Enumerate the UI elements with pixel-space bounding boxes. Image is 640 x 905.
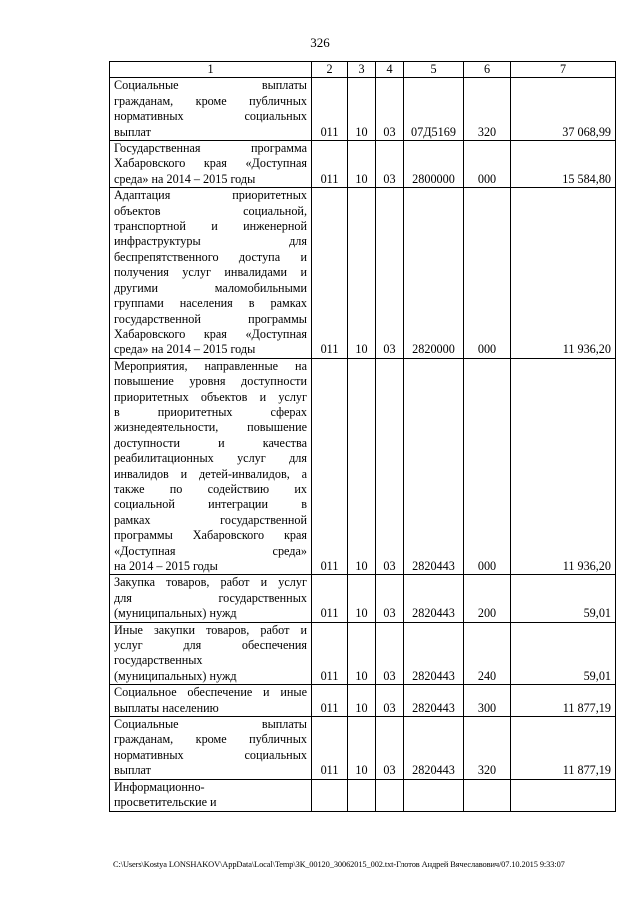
subsection-code-cell: 03 (376, 575, 404, 622)
row-name-cell (110, 779, 312, 811)
column-header: 2 (312, 62, 348, 78)
row-name-line: государственной программы (114, 311, 307, 326)
subsection-code-cell: 03 (376, 685, 404, 717)
row-name-line: жизнедеятельности, повышение (114, 420, 307, 435)
table-row (110, 622, 616, 685)
amount-cell (511, 779, 616, 811)
table-row (110, 141, 616, 188)
target-article-cell: 2800000 (404, 141, 464, 188)
row-name-line: инвалидов и детей-инвалидов, а (114, 466, 307, 481)
subsection-code-cell (376, 779, 404, 811)
row-name-line: Хабаровского края «Доступная (114, 156, 307, 171)
target-article-cell: 2820443 (404, 685, 464, 717)
section-code-cell: 10 (348, 685, 376, 717)
row-name-line: Социальное обеспечение и иные (114, 685, 307, 700)
subsection-code-cell: 03 (376, 622, 404, 685)
section-code-cell: 10 (348, 717, 376, 780)
row-name-line: инфраструктуры для (114, 234, 307, 249)
ministry-code-cell: 011 (312, 141, 348, 188)
row-name-line: Хабаровского края «Доступная (114, 326, 307, 341)
row-name-line: нормативных социальных (114, 109, 307, 124)
page-number: 326 (310, 35, 330, 50)
table-row (110, 779, 616, 811)
row-name-line: доступности и качества (114, 435, 307, 450)
table-row (110, 685, 616, 717)
target-article-cell (404, 779, 464, 811)
expense-type-cell: 320 (464, 717, 511, 780)
row-name-line: Государственная программа (114, 141, 307, 156)
row-name-cell (110, 575, 312, 622)
row-name-line: Социальные выплаты (114, 78, 307, 93)
expense-type-cell: 200 (464, 575, 511, 622)
row-name-cell (110, 78, 312, 141)
target-article-cell: 2820443 (404, 717, 464, 780)
ministry-code-cell: 011 (312, 188, 348, 358)
row-name-line: группами населения в рамках (114, 296, 307, 311)
row-name-line: социальной интеграции в (114, 497, 307, 512)
amount-cell: 37 068,99 (511, 78, 616, 141)
row-name-line: среда» на 2014 – 2015 годы (114, 171, 256, 186)
column-header: 7 (511, 62, 616, 78)
column-header: 3 (348, 62, 376, 78)
subsection-code-cell: 03 (376, 717, 404, 780)
section-code-cell: 10 (348, 622, 376, 685)
ministry-code-cell (312, 779, 348, 811)
row-name-line: услуг для обеспечения (114, 638, 307, 653)
section-code-cell: 10 (348, 188, 376, 358)
table-row (110, 78, 616, 141)
target-article-cell: 2820443 (404, 358, 464, 575)
row-name-line: Информационно- (114, 779, 205, 794)
row-name-line: объектов социальной, (114, 203, 307, 218)
table-header-row (110, 62, 616, 78)
row-name-cell (110, 622, 312, 685)
row-name-line: «Доступная среда» (114, 543, 307, 558)
budget-table (109, 61, 616, 812)
row-name-line: Социальные выплаты (114, 717, 307, 732)
section-code-cell: 10 (348, 358, 376, 575)
subsection-code-cell: 03 (376, 358, 404, 575)
ministry-code-cell: 011 (312, 358, 348, 575)
row-name-line: другими маломобильными (114, 280, 307, 295)
row-name-line: Мероприятия, направленные на (114, 358, 307, 373)
subsection-code-cell: 03 (376, 141, 404, 188)
amount-cell: 11 877,19 (511, 685, 616, 717)
row-name-line: приоритетных объектов и услуг (114, 389, 307, 404)
column-header: 5 (404, 62, 464, 78)
section-code-cell: 10 (348, 141, 376, 188)
row-name-line: (муниципальных) нужд (114, 668, 237, 683)
row-name-line: гражданам, кроме публичных (114, 93, 307, 108)
row-name-line: выплаты населению (114, 700, 219, 715)
ministry-code-cell: 011 (312, 685, 348, 717)
ministry-code-cell: 011 (312, 575, 348, 622)
row-name-line: гражданам, кроме публичных (114, 732, 307, 747)
row-name-line: повышение уровня доступности (114, 374, 307, 389)
row-name-cell (110, 141, 312, 188)
target-article-cell: 07Д5169 (404, 78, 464, 141)
subsection-code-cell: 03 (376, 78, 404, 141)
expense-type-cell: 320 (464, 78, 511, 141)
section-code-cell: 10 (348, 78, 376, 141)
row-name-line: в приоритетных сферах (114, 404, 307, 419)
row-name-line: (муниципальных) нужд (114, 606, 237, 621)
row-name-line: также по содействию их (114, 481, 307, 496)
row-name-line: на 2014 – 2015 годы (114, 559, 218, 573)
target-article-cell: 2820443 (404, 575, 464, 622)
target-article-cell: 2820000 (404, 188, 464, 358)
expense-type-cell (464, 779, 511, 811)
table-row (110, 358, 616, 575)
section-code-cell: 10 (348, 575, 376, 622)
footer-file-path: C:\Users\Kostya LONSHAKOV\AppData\Local\Temp\ЗК_00120_30062015_002.txt-Глотов Андрей Вячеславович/07.10.2015 9:33:07 (113, 860, 565, 869)
expense-type-cell: 000 (464, 358, 511, 575)
amount-cell: 59,01 (511, 622, 616, 685)
table-row (110, 188, 616, 358)
amount-cell: 11 877,19 (511, 717, 616, 780)
table-row (110, 717, 616, 780)
row-name-line: для государственных (114, 590, 307, 605)
row-name-line: транспортной и инженерной (114, 219, 307, 234)
row-name-line: Иные закупки товаров, работ и (114, 622, 307, 637)
row-name-line: реабилитационных услуг для (114, 451, 307, 466)
row-name-line: программы Хабаровского края (114, 528, 307, 543)
table-row (110, 575, 616, 622)
amount-cell: 11 936,20 (511, 188, 616, 358)
target-article-cell: 2820443 (404, 622, 464, 685)
amount-cell: 15 584,80 (511, 141, 616, 188)
row-name-line: просветительские и (114, 795, 217, 810)
row-name-line: среда» на 2014 – 2015 годы (114, 342, 256, 357)
row-name-cell (110, 685, 312, 717)
ministry-code-cell: 011 (312, 622, 348, 685)
column-header: 1 (110, 62, 312, 78)
section-code-cell (348, 779, 376, 811)
row-name-cell (110, 717, 312, 780)
expense-type-cell: 000 (464, 188, 511, 358)
row-name-line: выплат (114, 763, 151, 778)
expense-type-cell: 240 (464, 622, 511, 685)
row-name-line: Адаптация приоритетных (114, 188, 307, 203)
row-name-line: беспрепятственного доступа и (114, 249, 307, 264)
ministry-code-cell: 011 (312, 78, 348, 141)
column-header: 6 (464, 62, 511, 78)
row-name-line: государственных (114, 653, 203, 668)
row-name-line: нормативных социальных (114, 747, 307, 762)
row-name-cell (110, 188, 312, 358)
row-name-line: рамках государственной (114, 512, 307, 527)
expense-type-cell: 000 (464, 141, 511, 188)
subsection-code-cell: 03 (376, 188, 404, 358)
amount-cell: 59,01 (511, 575, 616, 622)
row-name-line: выплат (114, 124, 151, 139)
ministry-code-cell: 011 (312, 717, 348, 780)
expense-type-cell: 300 (464, 685, 511, 717)
row-name-line: Закупка товаров, работ и услуг (114, 575, 307, 590)
amount-cell: 11 936,20 (511, 358, 616, 575)
row-name-line: получения услуг инвалидами и (114, 265, 307, 280)
column-header: 4 (376, 62, 404, 78)
row-name-cell (110, 358, 312, 575)
